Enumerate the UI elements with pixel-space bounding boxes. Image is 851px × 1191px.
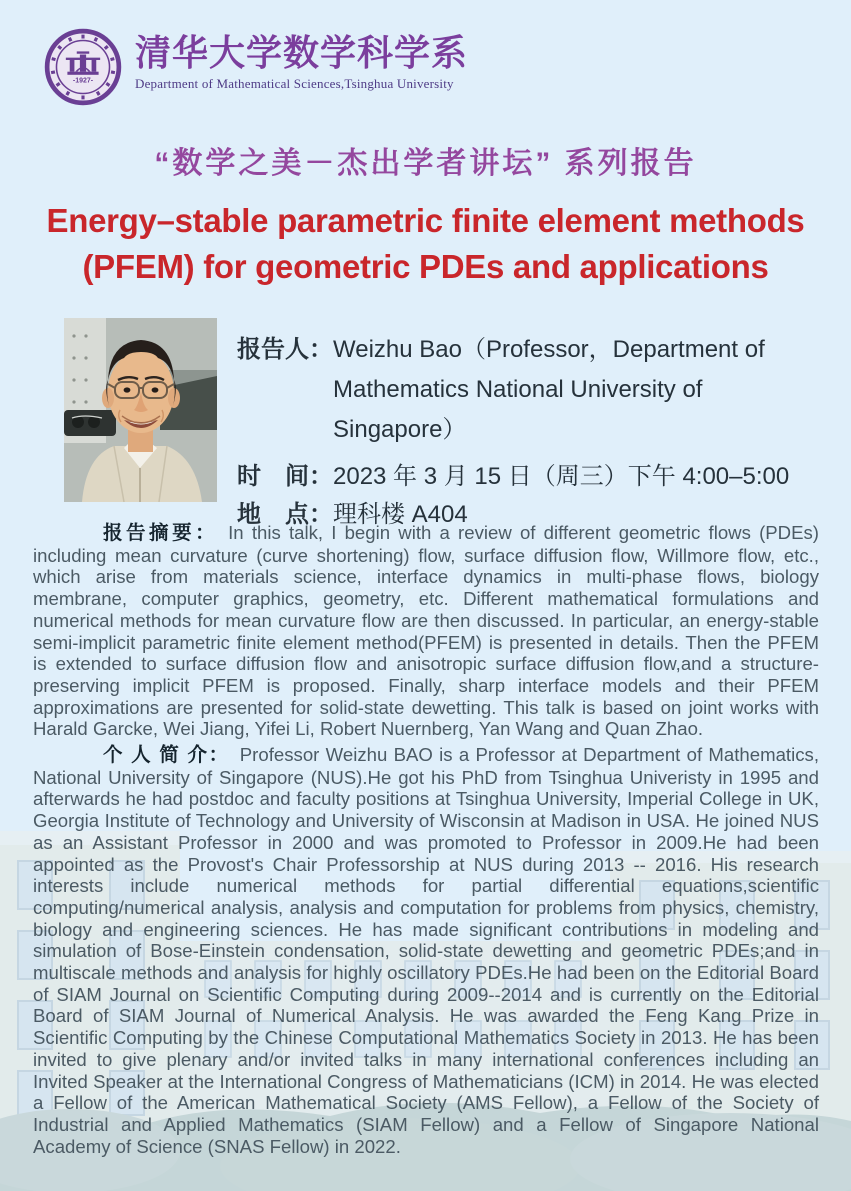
abstract-label: 报告摘要： <box>103 522 219 544</box>
venue-value: 理科楼 A404 <box>333 501 468 528</box>
speaker-line1: Weizhu Bao（Professor，Department of <box>333 336 765 363</box>
tsinghua-seal-icon <box>44 28 122 106</box>
series-title: “数学之美－杰出学者讲坛” 系列报告 <box>154 147 697 180</box>
time-row <box>237 458 821 496</box>
header <box>44 28 468 106</box>
dept-title-block <box>135 28 468 92</box>
speaker-row <box>237 330 821 450</box>
abstract-paragraph <box>33 522 819 740</box>
talk-title-line2: (PFEM) for geometric PDEs and applications <box>82 248 769 285</box>
bio-label: 个 人 简 介： <box>103 744 230 766</box>
talk-title <box>0 198 851 290</box>
bio-paragraph <box>33 744 819 1157</box>
bio-text: Professor Weizhu BAO is a Professor at Department of Mathematics, National University of Singapore (NUS).He got his PhD from Tsinghua Univeristy in 1995 and afterwards he had postdoc and faculty positions at Tsinghua University, Imperial College in UK, Georgia Institute of Technology and University of Wisconsin at Madison in USA. He joined NUS as an Assistant Professor in 2000 and was promoted to Professor in 2009.He had been appointed as the Provost's Chair Professorship at NUS during 2013 -- 2016. His research interests include numerical methods for partial differential equations,scientific computing/numerical analysis, analysis and computation for problems from physics, chemistry, biology and engineering sciences. He has made significant contributions in modeling and simulation of Bose-Einstein condensation, solid-state dewetting and geometric PDEs;and in multiscale methods and analysis for highly oscillatory PDEs.He had been on the Editorial Board of SIAM Journal on Scientific Computing during 2009--2014 and is currently on the Editorial Board of SIAM Journal of Numerical Analysis. He was awarded the Feng Kang Prize in Scientific Computing by the Chinese Computational Mathematics Society in 2013. He has been invited to give plenary and/or invited talks in many international conferences including an Invited Speaker at the International Congress of Mathematicians (ICM) in 2014. He was elected a Fellow of the American Mathematical Society (AMS Fellow), a Fellow of the Society of Industrial and Applied Mathematics (SIAM Fellow) and a Fellow of Singapore National Academy of Science (SNAS Fellow) in 2022. <box>33 744 819 1157</box>
time-value: 2023 年 3 月 15 日（周三）下午 4:00–5:00 <box>333 463 790 490</box>
talk-info <box>237 318 821 534</box>
dept-name-en: Department of Mathematical Sciences,Tsinghua University <box>135 76 454 92</box>
speaker-section <box>64 318 821 534</box>
dept-name-zh: 清华大学数学科学系 <box>135 32 469 73</box>
seal-year: -1927- <box>72 77 94 85</box>
venue-label: 地 点： <box>237 501 333 528</box>
time-label: 时 间： <box>237 463 333 490</box>
speaker-value <box>333 330 821 450</box>
talk-title-line1: Energy–stable parametric finite element methods <box>46 202 805 239</box>
speaker-photo <box>64 318 217 502</box>
speaker-line2: Mathematics National University of Singapore） <box>333 376 703 443</box>
speaker-label: 报告人： <box>237 336 333 363</box>
abstract-text: In this talk, I begin with a review of different geometric flows (PDEs) including mean curvature (curve shortening) flow, surface diffusion flow, Willmore flow, etc., which arise from materials science, interface dynamics in multi-phase flows, biology membrane, computer graphics, geometry, etc. Different mathematical formulations and numerical methods for mean curvature flow are then discussed. In particular, an energy-stable semi-implicit parametric finite element method(PFEM) is presented in details. Then the PFEM is extended to surface diffusion flow and anisotropic surface diffusion flow,and a structure-preserving implicit PFEM is proposed. Finally, sharp interface models and their PFEM approximations are presented for solid-state dewetting. This talk is based on joint works with Harald Garcke, Wei Jiang, Yifei Li, Robert Nuernberg, Yan Wang and Quan Zhao. <box>33 522 819 740</box>
